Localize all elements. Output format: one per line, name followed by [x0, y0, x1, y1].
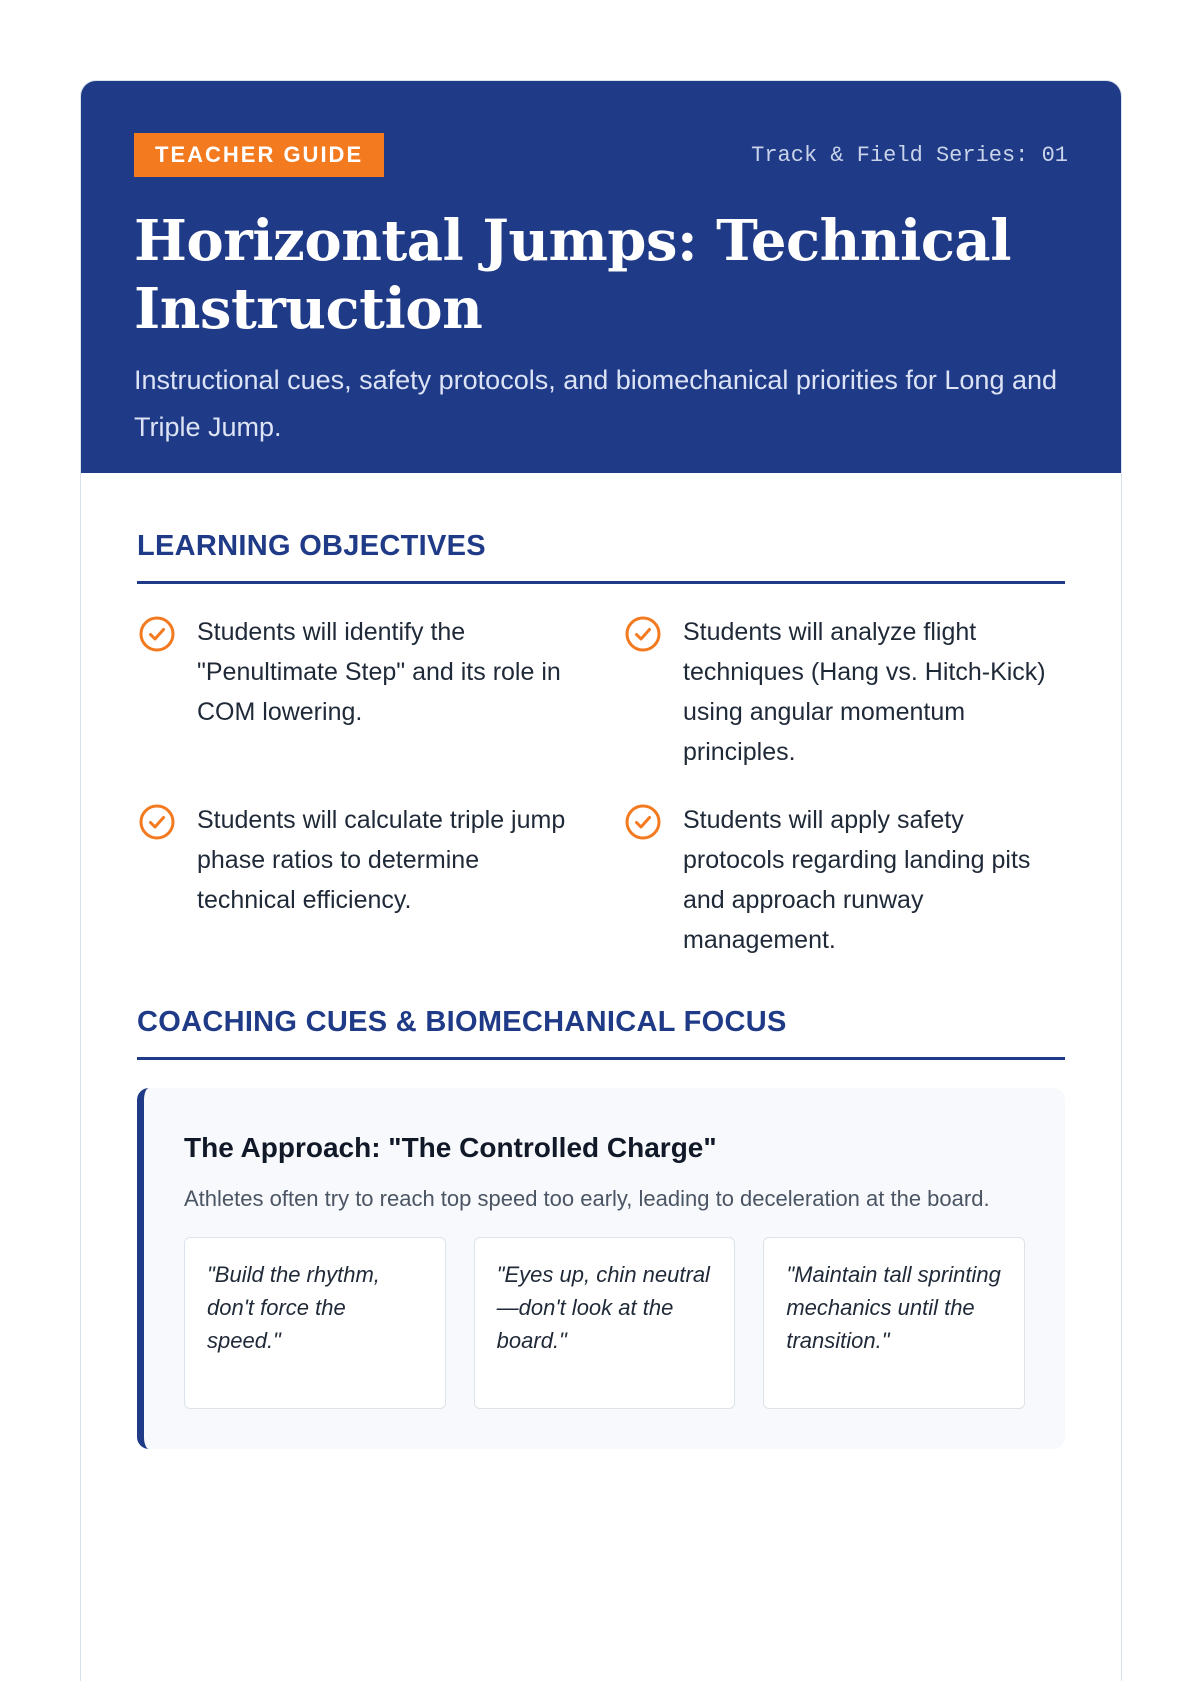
- cue-list: [184, 1237, 1025, 1409]
- objective-item: [137, 612, 579, 772]
- objective-text: Students will apply safety protocols regarding landing pits and approach runway management.: [683, 806, 1031, 954]
- teacher-guide-badge: TEACHER GUIDE: [134, 133, 384, 177]
- teacher-guide-page: [80, 80, 1122, 1681]
- objective-item: [623, 612, 1065, 772]
- check-circle-icon: [137, 614, 177, 654]
- card-description: Athletes often try to reach top speed too early, leading to deceleration at the board.: [184, 1186, 990, 1211]
- cue-box: "Maintain tall sprinting mechanics until the transition.": [763, 1237, 1025, 1409]
- objectives-grid: [137, 612, 1065, 960]
- objective-text: Students will calculate triple jump phase ratios to determine technical efficiency.: [197, 806, 566, 914]
- check-circle-icon: [623, 614, 663, 654]
- coaching-cues-heading: COACHING CUES & BIOMECHANICAL FOCUS: [137, 1006, 1065, 1060]
- learning-objectives-heading: LEARNING OBJECTIVES: [137, 530, 1065, 584]
- cue-box: "Build the rhythm, don't force the speed.": [184, 1237, 446, 1409]
- objective-text: Students will analyze flight techniques (Hang vs. Hitch-Kick) using angular momentum principles.: [683, 618, 1046, 766]
- series-label: Track & Field Series: 01: [751, 143, 1068, 168]
- objective-item: [137, 800, 579, 960]
- objective-item: [623, 800, 1065, 960]
- objective-text: Students will identify the "Penultimate Step" and its role in COM lowering.: [197, 618, 561, 726]
- card-title: The Approach: "The Controlled Charge": [184, 1132, 717, 1163]
- page-subtitle: Instructional cues, safety protocols, and biomechanical priorities for Long and Triple Jump.: [134, 365, 1058, 442]
- guide-header: [81, 81, 1121, 473]
- check-circle-icon: [623, 802, 663, 842]
- guide-content: [81, 530, 1121, 1449]
- page-title: Horizontal Jumps: Technical Instruction: [134, 208, 1011, 342]
- cue-box: "Eyes up, chin neutral—don't look at the board.": [474, 1237, 736, 1409]
- check-circle-icon: [137, 802, 177, 842]
- approach-card: [137, 1088, 1065, 1449]
